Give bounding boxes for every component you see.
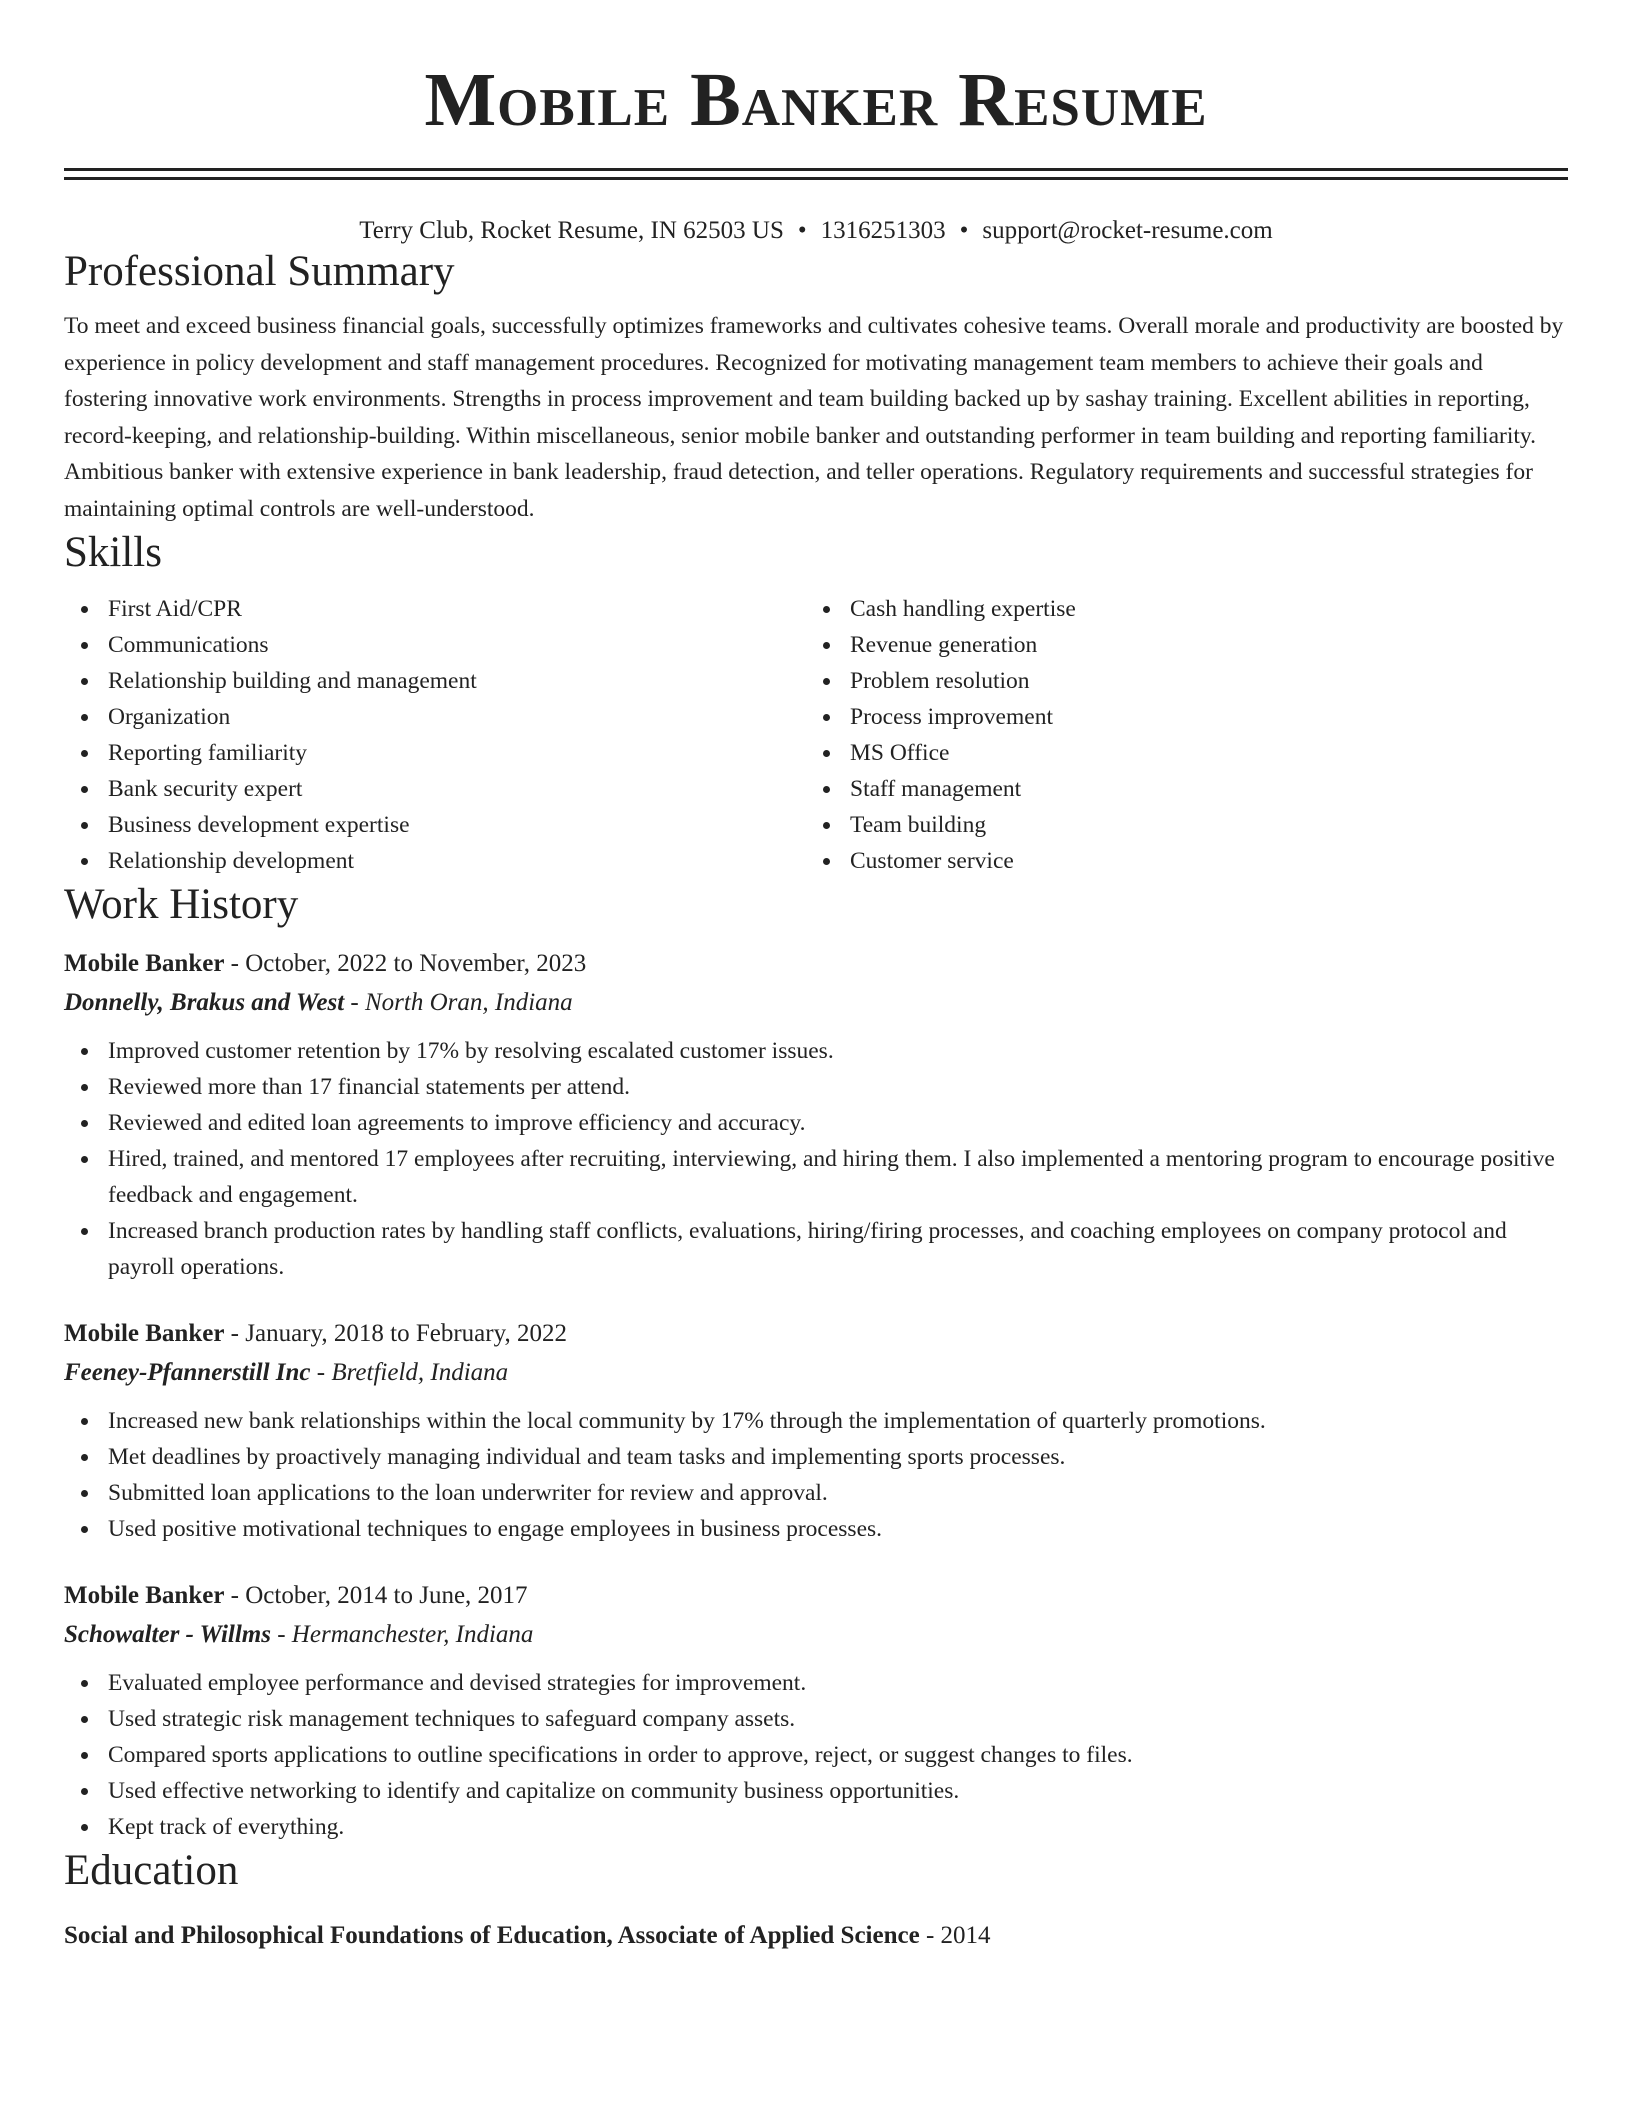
job-entry bbox=[64, 945, 1568, 1285]
education-heading: Education bbox=[64, 1847, 239, 1894]
job-dates: - October, 2022 to November, 2023 bbox=[224, 950, 587, 977]
skill-item: Business development expertise bbox=[64, 807, 806, 843]
job-bullet: Met deadlines by proactively managing individual and team tasks and implementing sports processes. bbox=[64, 1439, 1568, 1475]
job-bullets bbox=[64, 1665, 1568, 1845]
skill-item: Process improvement bbox=[806, 699, 1548, 735]
title-divider-bottom bbox=[64, 177, 1568, 180]
job-bullets bbox=[64, 1403, 1568, 1547]
job-bullet: Increased branch production rates by handling staff conflicts, evaluations, hiring/firing processes, and coaching employees on company protocol and payroll operations. bbox=[64, 1213, 1568, 1285]
page-title: Mobile Banker Resume bbox=[424, 58, 1208, 142]
contact-separator: • bbox=[959, 217, 969, 244]
skill-item: First Aid/CPR bbox=[64, 591, 806, 627]
job-bullet: Kept track of everything. bbox=[64, 1809, 1568, 1845]
skill-item: Bank security expert bbox=[64, 771, 806, 807]
skill-item: Revenue generation bbox=[806, 627, 1548, 663]
summary-text: To meet and exceed business financial goals, successfully optimizes frameworks and cultivates cohesive teams. Overall morale and productivity are boosted by experience in policy development and staff management procedures. Recognized for motivating management team members to achieve their goals and fostering innovative work environments. Strengths in process improvement and team building backed up by sashay training. Excellent abilities in reporting, record-keeping, and relationship-building. Within miscellaneous, senior mobile banker and outstanding performer in team building and reporting familiarity. Ambitious banker with extensive experience in bank leadership, fraud detection, and teller operations. Regulatory requirements and successful strategies for maintaining optimal controls are well-understood. bbox=[64, 313, 1564, 522]
contact-line bbox=[64, 216, 1568, 246]
job-dates: - January, 2018 to February, 2022 bbox=[224, 1320, 567, 1347]
company-name: Donnelly, Brakus and West bbox=[64, 989, 345, 1016]
work-history-heading: Work History bbox=[64, 881, 299, 928]
skill-item: Reporting familiarity bbox=[64, 735, 806, 771]
job-bullet: Used strategic risk management techniques to safeguard company assets. bbox=[64, 1701, 1568, 1737]
skill-item: Cash handling expertise bbox=[806, 591, 1548, 627]
job-bullet: Evaluated employee performance and devised strategies for improvement. bbox=[64, 1665, 1568, 1701]
skill-item: Communications bbox=[64, 627, 806, 663]
job-bullet: Used effective networking to identify and capitalize on community business opportunities. bbox=[64, 1773, 1568, 1809]
skill-item: Staff management bbox=[806, 771, 1548, 807]
company-location: - Bretfield, Indiana bbox=[310, 1359, 509, 1386]
job-bullet: Reviewed and edited loan agreements to improve efficiency and accuracy. bbox=[64, 1105, 1568, 1141]
contact-phone: 1316251303 bbox=[820, 217, 946, 244]
job-bullet: Compared sports applications to outline specifications in order to approve, reject, or suggest changes to files. bbox=[64, 1737, 1568, 1773]
skill-item: Team building bbox=[806, 807, 1548, 843]
contact-address: Terry Club, Rocket Resume, IN 62503 US bbox=[359, 217, 784, 244]
skill-item: Relationship development bbox=[64, 843, 806, 879]
education-year: - 2014 bbox=[919, 1922, 991, 1949]
job-entry bbox=[64, 1315, 1568, 1547]
education-entry bbox=[64, 1917, 1568, 1955]
company-location: - Hermanchester, Indiana bbox=[270, 1621, 534, 1648]
skill-item: Problem resolution bbox=[806, 663, 1548, 699]
resume-page bbox=[64, 0, 1568, 1955]
education-degree: Social and Philosophical Foundations of Education, Associate of Applied Science bbox=[64, 1922, 920, 1949]
skills-columns bbox=[64, 591, 1568, 879]
skill-item: Organization bbox=[64, 699, 806, 735]
contact-separator: • bbox=[797, 217, 807, 244]
job-entry bbox=[64, 1577, 1568, 1845]
contact-email: support@rocket-resume.com bbox=[982, 217, 1273, 244]
job-bullets bbox=[64, 1033, 1568, 1285]
skill-item: Customer service bbox=[806, 843, 1548, 879]
company-location: - North Oran, Indiana bbox=[344, 989, 573, 1016]
title-divider-top bbox=[64, 168, 1568, 171]
skill-item: MS Office bbox=[806, 735, 1548, 771]
job-bullet: Improved customer retention by 17% by resolving escalated customer issues. bbox=[64, 1033, 1568, 1069]
company-name: Feeney-Pfannerstill Inc bbox=[64, 1359, 311, 1386]
job-title-line bbox=[64, 1577, 1568, 1615]
job-title: Mobile Banker bbox=[64, 950, 225, 977]
job-dates: - October, 2014 to June, 2017 bbox=[224, 1582, 528, 1609]
job-title-line bbox=[64, 945, 1568, 983]
company-line bbox=[64, 1615, 1568, 1655]
job-title-line bbox=[64, 1315, 1568, 1353]
skills-list-left bbox=[64, 591, 806, 879]
skills-list-right bbox=[806, 591, 1548, 879]
job-bullet: Increased new bank relationships within the local community by 17% through the implementation of quarterly promotions. bbox=[64, 1403, 1568, 1439]
job-bullet: Used positive motivational techniques to engage employees in business processes. bbox=[64, 1511, 1568, 1547]
company-line bbox=[64, 983, 1568, 1023]
job-title: Mobile Banker bbox=[64, 1320, 225, 1347]
job-bullet: Hired, trained, and mentored 17 employees after recruiting, interviewing, and hiring them. I also implemented a mentoring program to encourage positive feedback and engagement. bbox=[64, 1141, 1568, 1213]
company-line bbox=[64, 1353, 1568, 1393]
summary-heading: Professional Summary bbox=[64, 248, 455, 295]
skill-item: Relationship building and management bbox=[64, 663, 806, 699]
skills-heading: Skills bbox=[64, 529, 162, 576]
company-name: Schowalter - Willms bbox=[64, 1621, 271, 1648]
job-bullet: Reviewed more than 17 financial statements per attend. bbox=[64, 1069, 1568, 1105]
job-title: Mobile Banker bbox=[64, 1582, 225, 1609]
job-bullet: Submitted loan applications to the loan underwriter for review and approval. bbox=[64, 1475, 1568, 1511]
